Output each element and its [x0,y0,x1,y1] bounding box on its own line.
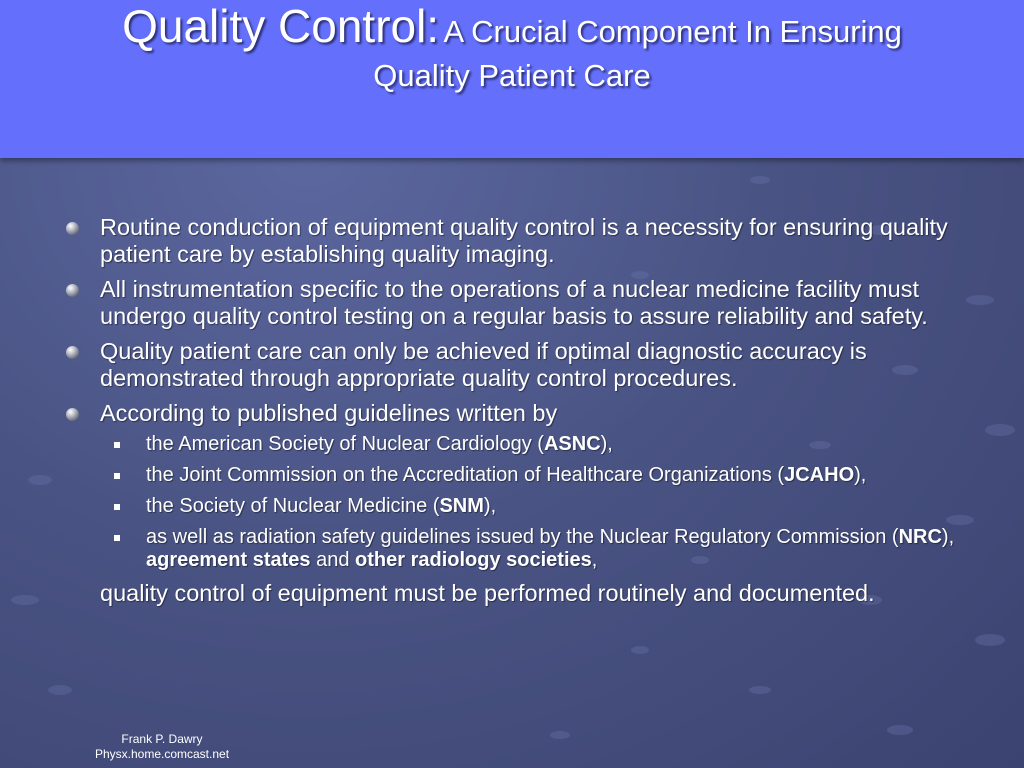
title-subtitle-part2: Quality Patient Care [373,58,651,94]
sub-bullet-text: ), [941,526,955,548]
bullet-item [62,400,962,427]
slide-title [0,2,1024,93]
square-bullet-icon [114,504,120,510]
bold-other-radiology-societies: other radiology societies [355,549,592,571]
bold-agreement-states: agreement states [146,549,311,571]
footer-site: Physx.home.comcast.net [94,747,230,761]
sphere-bullet-icon [66,284,79,297]
square-bullet-icon [114,442,120,448]
title-main: Quality Control: [122,0,440,52]
sub-bullet-text: the American Society of Nuclear Cardiology ( [146,433,544,455]
abbr-snm: SNM [439,495,484,517]
bullet-text: According to published guidelines written by [100,400,558,426]
bullet-item [62,214,962,268]
sub-bullet-text: and [310,549,356,571]
sub-bullet-snm [62,495,962,518]
sub-bullet-text: , [591,549,598,571]
sub-bullet-jcaho [62,464,962,487]
square-bullet-icon [114,535,120,541]
sphere-bullet-icon [66,346,79,359]
sub-bullet-text: ), [600,433,613,455]
bullet-text: Quality patient care can only be achieved if optimal diagnostic accuracy is demonstrated through appropriate quality control procedures. [100,338,867,391]
footer [62,732,262,762]
bullet-item [62,276,962,330]
abbr-nrc: NRC [898,526,942,548]
sphere-bullet-icon [66,408,79,421]
sub-bullet-text: as well as radiation safety guidelines issued by the Nuclear Regulatory Commission ( [146,526,899,548]
sub-bullet-text: the Society of Nuclear Medicine ( [146,495,440,517]
sphere-bullet-icon [66,222,79,235]
slide-content [62,214,962,607]
conclusion-text: quality control of equipment must be performed routinely and documented. [100,580,875,606]
sub-bullet-text: the Joint Commission on the Accreditation of Healthcare Organizations ( [146,464,785,486]
abbr-asnc: ASNC [543,433,601,455]
abbr-jcaho: JCAHO [784,464,855,486]
sub-bullet-nrc [62,526,962,572]
sub-bullet-text: ), [854,464,867,486]
square-bullet-icon [114,473,120,479]
sub-bullet-text: ), [483,495,497,517]
bullet-text: Routine conduction of equipment quality control is a necessity for ensuring quality patient care by establishing quality imaging. [100,214,948,267]
footer-author: Frank P. Dawry [121,732,203,746]
bullet-item [62,338,962,392]
sub-bullet-asnc [62,433,962,456]
bullet-text: All instrumentation specific to the operations of a nuclear medicine facility must undergo quality control testing on a regular basis to assure reliability and safety. [100,276,928,329]
title-subtitle-part1: A Crucial Component In Ensuring [443,14,902,49]
